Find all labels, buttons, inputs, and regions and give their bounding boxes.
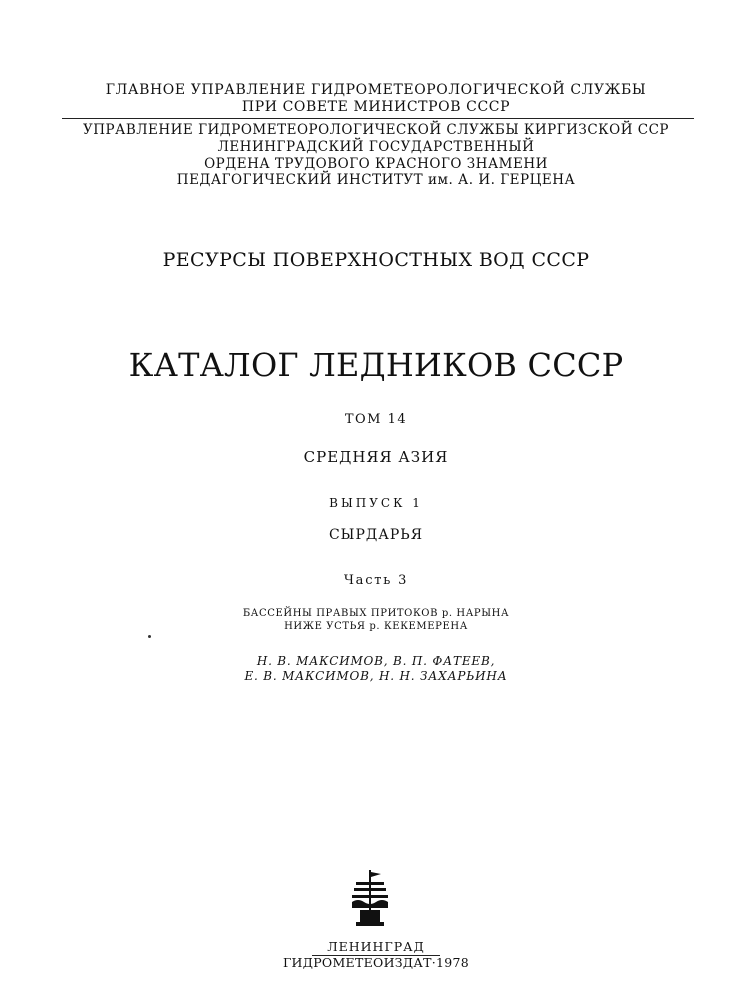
authors-line-1: Н. В. МАКСИМОВ, В. П. ФАТЕЕВ, xyxy=(256,654,496,668)
issue-label: ВЫПУСК 1 xyxy=(329,496,423,510)
page-title: КАТАЛОГ ЛЕДНИКОВ СССР xyxy=(128,346,624,384)
basin-line-2: НИЖЕ УСТЬЯ р. КЕКЕМЕРЕНА xyxy=(284,621,468,632)
imprint-publisher: ГИДРОМЕТЕОИЗДАТ·1978 xyxy=(282,955,470,970)
imprint-city: ЛЕНИНГРАД xyxy=(327,939,425,954)
basin-line-1: БАССЕЙНЫ ПРАВЫХ ПРИТОКОВ р. НАРЫНА xyxy=(242,608,510,619)
series-title: РЕСУРСЫ ПОВЕРХНОСТНЫХ ВОД СССР xyxy=(162,249,590,271)
volume-label: ТОМ 14 xyxy=(344,412,408,427)
header-ministry-line-2: ПРИ СОВЕТЕ МИНИСТРОВ СССР xyxy=(241,99,511,115)
institution-line-3: ОРДЕНА ТРУДОВОГО КРАСНОГО ЗНАМЕНИ xyxy=(204,156,548,172)
region-label: СРЕДНЯЯ АЗИЯ xyxy=(303,448,449,466)
institution-line-2: ЛЕНИНГРАДСКИЙ ГОСУДАРСТВЕННЫЙ xyxy=(217,139,535,155)
publisher-logo-icon xyxy=(350,868,390,928)
part-label: Часть 3 xyxy=(343,573,409,588)
header-divider xyxy=(62,118,694,119)
institution-line-4: ПЕДАГОГИЧЕСКИЙ ИНСТИТУТ им. А. И. ГЕРЦЕНА xyxy=(176,172,576,188)
authors-line-2: Е. В. МАКСИМОВ, Н. Н. ЗАХАРЬИНА xyxy=(244,669,508,683)
institution-line-1: УПРАВЛЕНИЕ ГИДРОМЕТЕОРОЛОГИЧЕСКОЙ СЛУЖБЫ КИРГИЗСКОЙ ССР xyxy=(83,122,669,138)
header-ministry-line-1: ГЛАВНОЕ УПРАВЛЕНИЕ ГИДРОМЕТЕОРОЛОГИЧЕСКОЙ СЛУЖБЫ xyxy=(105,82,647,98)
river-label: СЫРДАРЬЯ xyxy=(328,527,424,543)
print-speck xyxy=(148,635,151,638)
